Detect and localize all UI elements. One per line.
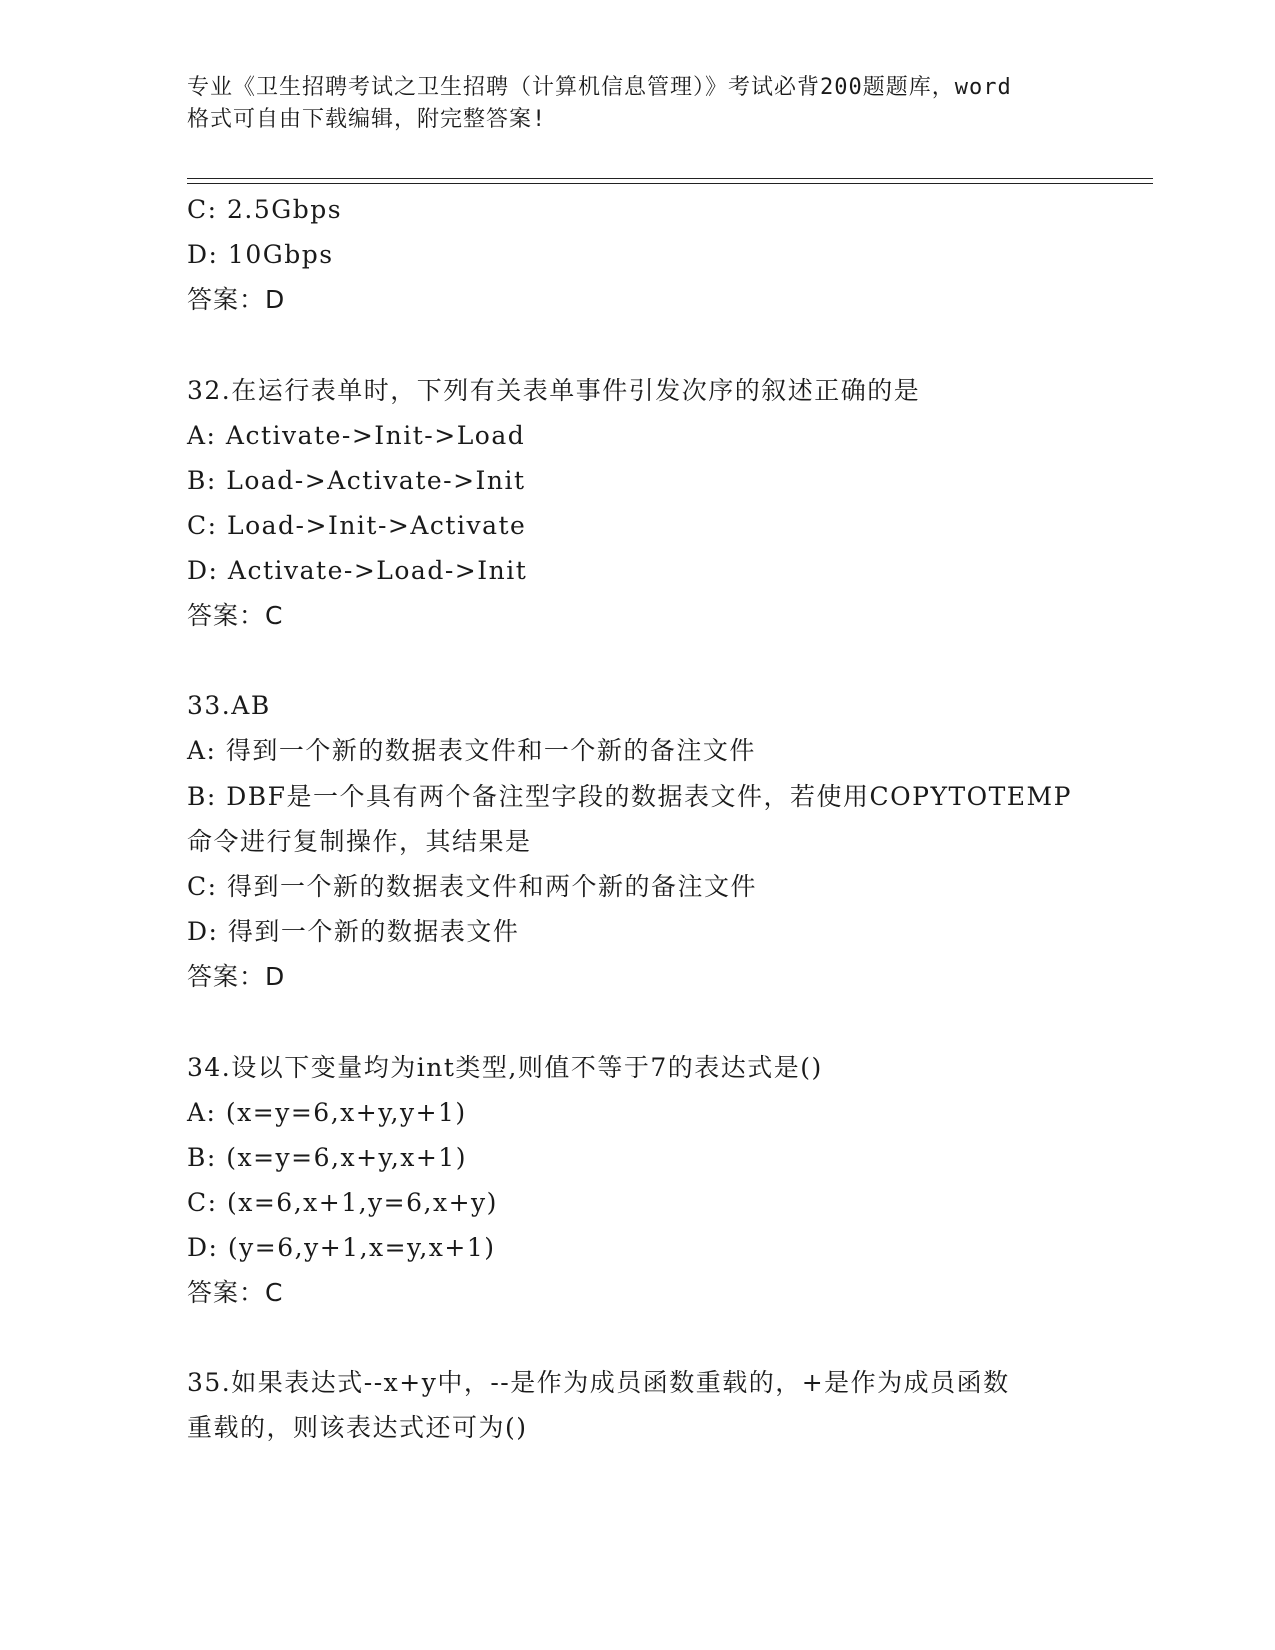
q32-stem: 32.在运行表单时，下列有关表单事件引发次序的叙述正确的是 <box>187 376 921 405</box>
header-divider-bottom <box>187 183 1153 184</box>
q34-option-d: D: (y=6,y+1,x=y,x+1) <box>187 1233 496 1262</box>
q32-option-d: D: Activate->Load->Init <box>187 556 528 585</box>
header-line-1: 专业《卫生招聘考试之卫生招聘（计算机信息管理）》考试必背200题题库，word <box>187 75 1012 100</box>
q33-option-c: C: 得到一个新的数据表文件和两个新的备注文件 <box>187 872 757 901</box>
q34-answer: 答案：C <box>187 1278 284 1307</box>
q34-stem: 34.设以下变量均为int类型,则值不等于7的表达式是() <box>187 1053 823 1082</box>
q32-option-a: A: Activate->Init->Load <box>187 421 526 450</box>
document-header <box>187 72 1087 136</box>
q33-option-a: A: 得到一个新的数据表文件和一个新的备注文件 <box>187 736 756 765</box>
q33-stem: 33.AB <box>187 691 271 720</box>
header-line-2: 格式可自由下载编辑，附完整答案! <box>187 107 547 132</box>
q33-option-b-line-1: B: DBF是一个具有两个备注型字段的数据表文件，若使用COPYTOTEMP <box>187 782 1072 811</box>
q31-answer: 答案：D <box>187 285 286 314</box>
q33-option-d: D: 得到一个新的数据表文件 <box>187 917 520 946</box>
q32-option-b: B: Load->Activate->Init <box>187 466 526 495</box>
q32-answer: 答案：C <box>187 601 284 630</box>
q35-stem-line-2: 重载的，则该表达式还可为() <box>187 1413 528 1442</box>
q34-option-c: C: (x=6,x+1,y=6,x+y) <box>187 1188 498 1217</box>
q31-option-d: D: 10Gbps <box>187 240 334 269</box>
q31-option-c: C: 2.5Gbps <box>187 195 343 224</box>
q33-option-b-line-2: 命令进行复制操作，其结果是 <box>187 827 532 856</box>
q35-stem-line-1: 35.如果表达式--x+y中，--是作为成员函数重载的，+是作为成员函数 <box>187 1368 1010 1397</box>
q33-answer: 答案：D <box>187 962 286 991</box>
q34-option-a: A: (x=y=6,x+y,y+1) <box>187 1098 467 1127</box>
header-divider-top <box>187 178 1153 179</box>
q32-option-c: C: Load->Init->Activate <box>187 511 527 540</box>
q34-option-b: B: (x=y=6,x+y,x+1) <box>187 1143 467 1172</box>
